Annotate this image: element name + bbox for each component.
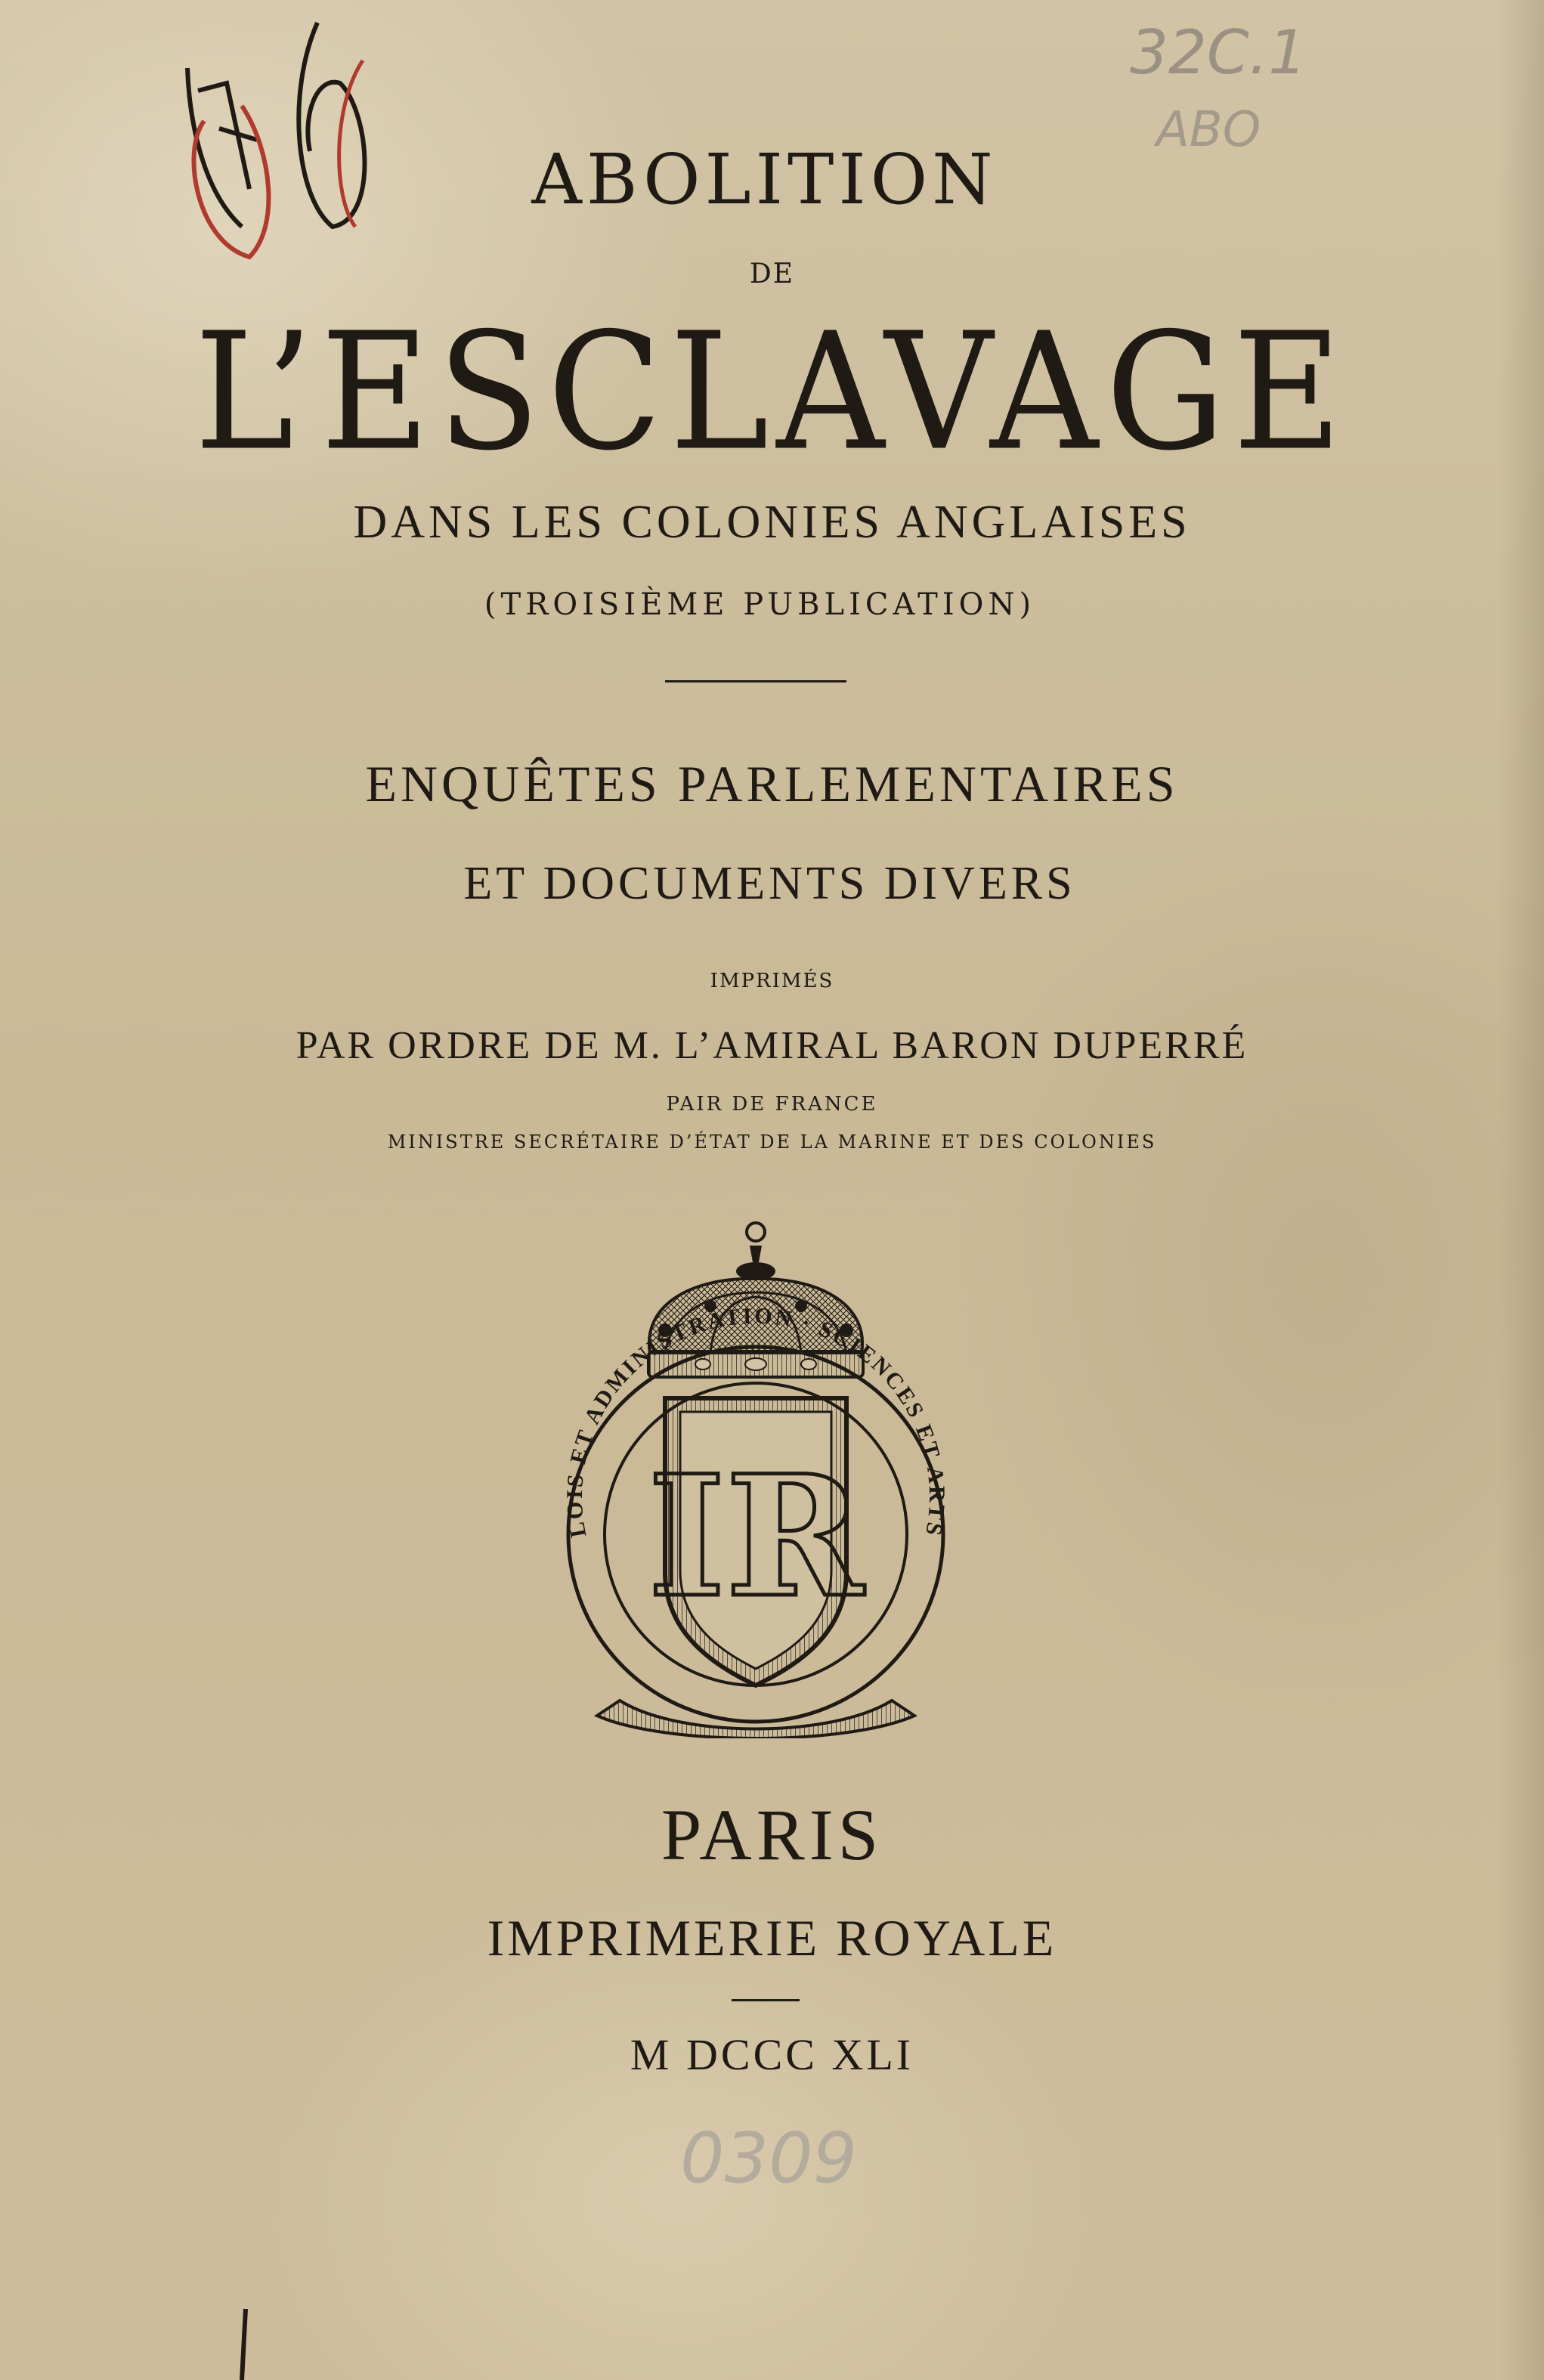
svg-text:LOIS ET ADMINISTRATION · SCIEN: LOIS ET ADMINISTRATION · SCIENCES ET ARTS <box>562 1303 950 1540</box>
title-line-de: DE <box>749 258 795 289</box>
svg-text:IR: IR <box>648 1438 864 1634</box>
ministre-line: MINISTRE SECRÉTAIRE D’ÉTAT DE LA MARINE ET DES COLONIES <box>387 1131 1157 1153</box>
pencil-annotation-shelfmark: 32C.1 <box>1130 17 1307 88</box>
crown-icon <box>648 1223 863 1377</box>
title-line-abolition: ABOLITION <box>531 139 998 220</box>
edition-note: (TROISIÈME PUBLICATION) <box>484 587 1036 622</box>
royal-crown-seal-icon <box>559 1217 952 1738</box>
pencil-annotation-abbrev: ABO <box>1156 102 1261 158</box>
imprint-date: M DCCC XLI <box>630 2030 914 2079</box>
pencil-annotation-number: 0309 <box>680 2118 858 2199</box>
heading-enquetes: ENQUÊTES PARLEMENTAIRES <box>365 755 1179 812</box>
imprint-printer: IMPRIMERIE ROYALE <box>487 1909 1057 1967</box>
imprimes-label: IMPRIMÉS <box>710 970 834 992</box>
subtitle: DANS LES COLONIES ANGLAISES <box>353 497 1191 548</box>
heading-documents: ET DOCUMENTS DIVERS <box>463 858 1076 909</box>
imprint-rule <box>732 1999 800 2001</box>
title-line-esclavage: L’ESCLAVAGE <box>194 297 1350 487</box>
pair-de-france-line: PAIR DE FRANCE <box>666 1093 878 1116</box>
imprint-city: PARIS <box>661 1794 883 1875</box>
divider-rule <box>665 680 846 682</box>
par-ordre-line: PAR ORDRE DE M. L’AMIRAL BARON DUPERRÉ <box>295 1024 1249 1067</box>
